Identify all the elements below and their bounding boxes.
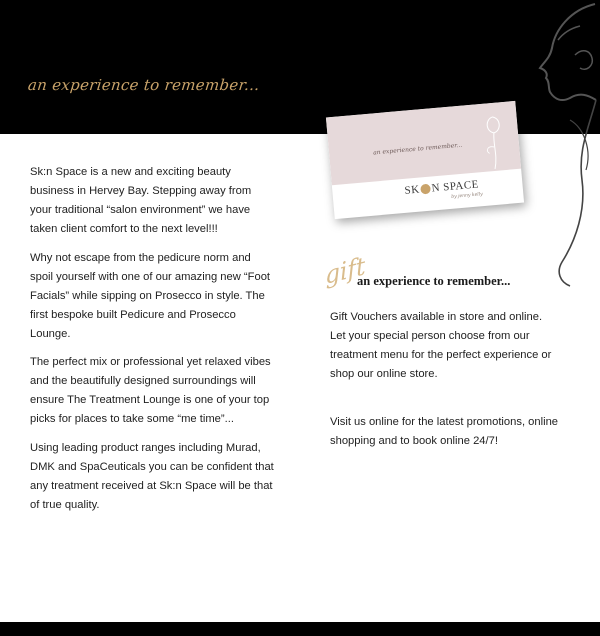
card-logo-subtitle: by jenny kelly [451, 192, 483, 200]
intro-paragraph-1: Sk:n Space is a new and exciting beauty business in Hervey Bay. Stepping away from your traditional “salon environment” we have taken client comfort to the next level!!! [30, 166, 252, 235]
intro-column [30, 163, 275, 524]
intro-paragraph-2: Why not escape from the pedicure norm and spoil yourself with one of our amazing new “Foot Facials” while sipping on Prosecco in style. The first bespoke built Pedicure and Prosecco Lounge. [30, 251, 271, 340]
card-logo-left: SK [404, 183, 421, 197]
gift-paragraph-1: Gift Vouchers available in store and online. Let your special person choose from our treatment menu for the perfect experience or shop our online store. [330, 311, 552, 380]
intro-paragraph-4: Using leading product ranges including Murad, DMK and SpaCeuticals you can be confident that any treatment received at Sk:n Space will be that of true quality. [30, 441, 274, 511]
card-logo-right: N SPACE [431, 178, 480, 195]
header-tagline: an experience to remember... [27, 76, 261, 94]
gift-voucher-card [326, 101, 524, 219]
gift-heading: an experience to remember... [357, 274, 511, 288]
intro-paragraph-3: The perfect mix or professional yet relaxed vibes and the beautifully designed surroundings will ensure The Treatment Lounge is one of your top picks for places to take some “me time”... [30, 356, 271, 425]
flower-line-icon [476, 110, 513, 173]
gift-paragraph-2: Visit us online for the latest promotions, online shopping and to book online 24/7! [330, 416, 559, 447]
card-tagline: an experience to remember... [372, 141, 463, 157]
gift-script-word: gift [324, 251, 367, 290]
logo-dot-icon [420, 184, 431, 195]
gift-column [330, 308, 560, 480]
footer-band [0, 622, 600, 636]
